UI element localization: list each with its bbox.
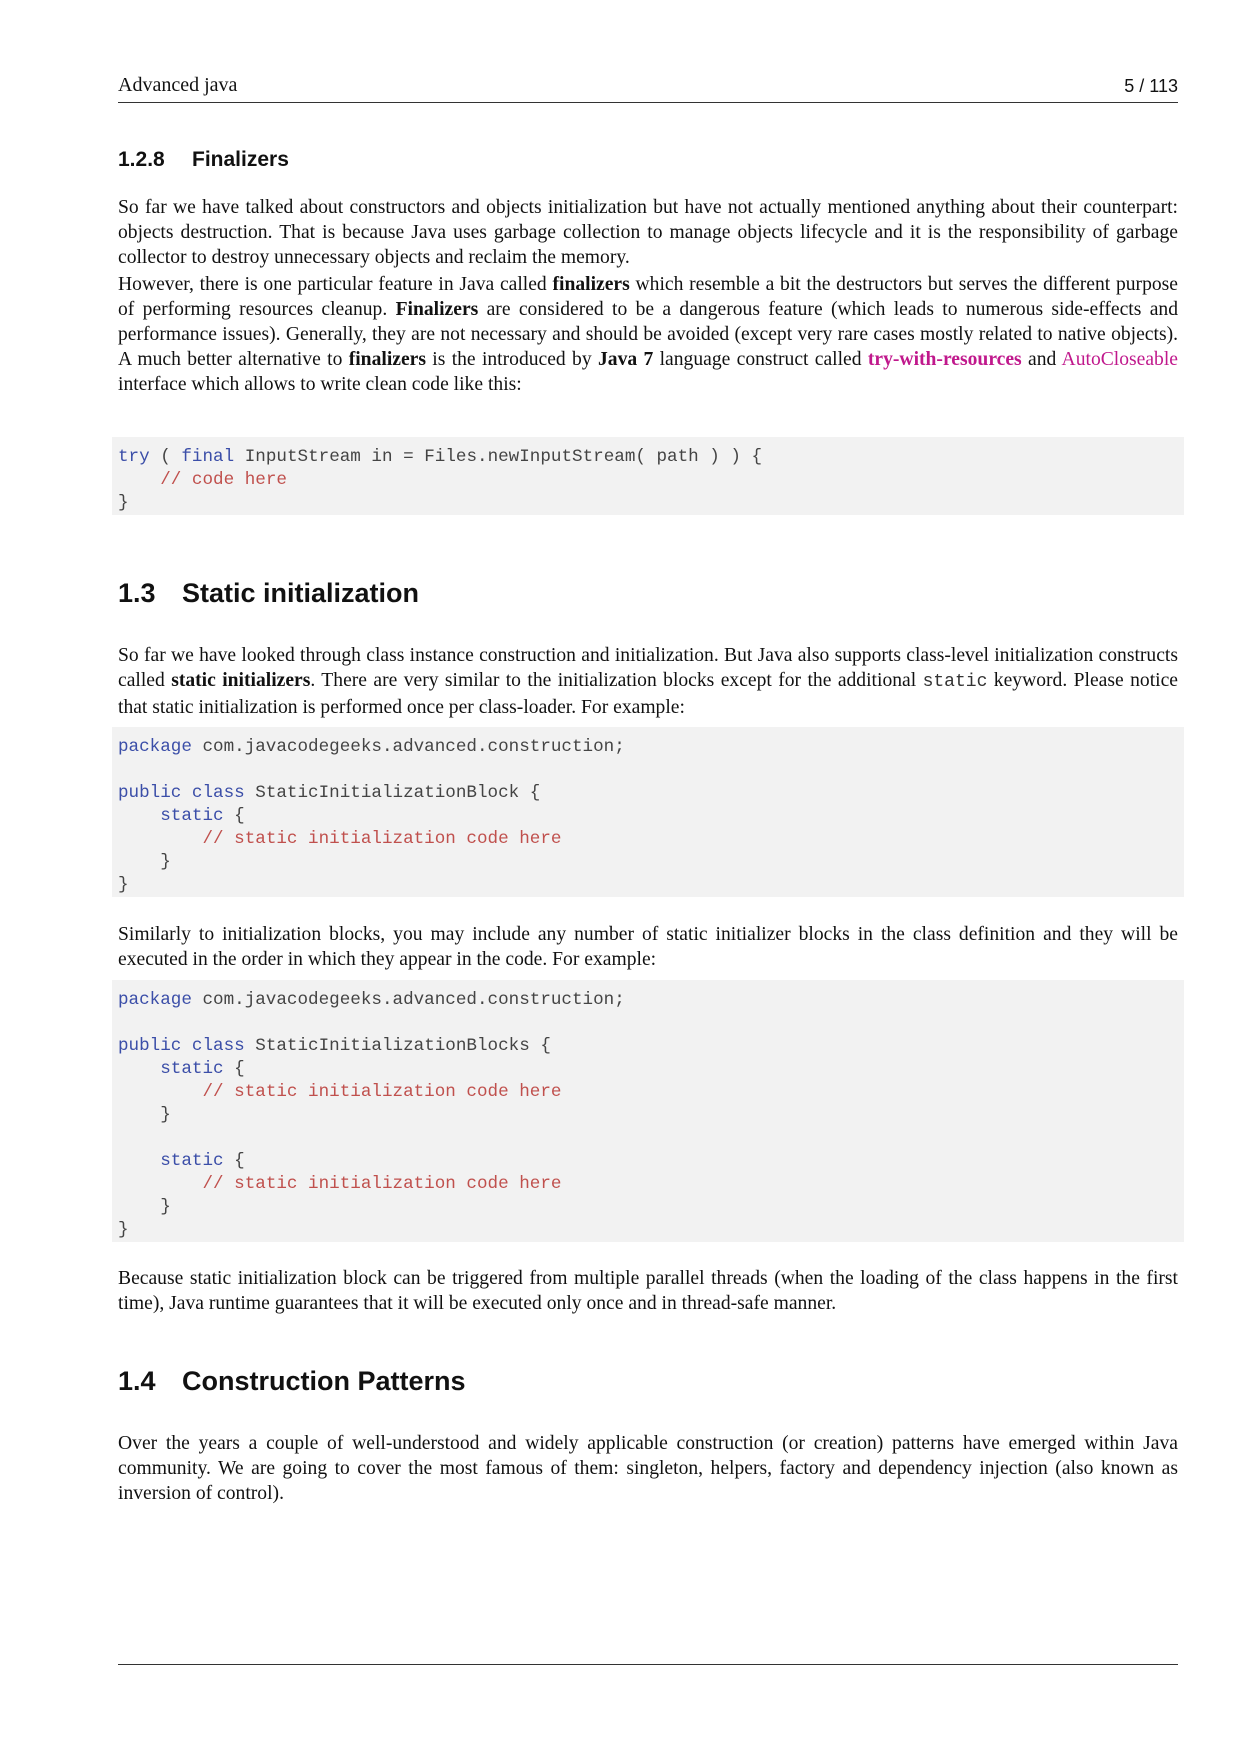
- section-heading-finalizers: [118, 148, 289, 172]
- section-number: 1.2.8: [118, 148, 165, 171]
- page-number: 5 / 113: [1124, 76, 1178, 96]
- finalizers-paragraph-1: So far we have talked about constructors and objects initialization but have not actually mentioned anything about their counterpart: objects destruction. That is because Java uses garbage collection to manage objects lifecycle and it is the responsibility of garbage collector to destroy unnecessary objects and reclaim the memory.: [118, 197, 1178, 268]
- try-with-resources-link[interactable]: try-with-resources: [867, 349, 1022, 370]
- document-title: Advanced java: [118, 74, 238, 96]
- section-number: 1.4: [118, 1366, 156, 1396]
- section-heading-static-initialization: [118, 578, 419, 609]
- section-number: 1.3: [118, 578, 156, 608]
- page-header: [118, 74, 1178, 103]
- footer-rule: [118, 1664, 1178, 1665]
- code-block-static-initialization-block: package com.javacodegeeks.advanced.construction; public class StaticInitializationBlock { static { // static initialization code here } }: [112, 727, 1184, 897]
- section-title: Finalizers: [192, 148, 289, 171]
- static-paragraph-1: So far we have looked through class instance construction and initialization. But Java also supports class-level initialization constructs called static initializers. There are very similar to the initialization blocks except for the additional static keyword. Please notice that static initialization is performed once per class-loader. For example:: [118, 645, 1178, 718]
- patterns-paragraph-1: Over the years a couple of well-understood and widely applicable construction (or creation) patterns have emerged within Java community. We are going to cover the most famous of them: singleton, helpers, factory and dependency injection (also known as inversion of control).: [118, 1433, 1178, 1504]
- autocloseable-link[interactable]: AutoCloseable: [1061, 349, 1178, 370]
- static-paragraph-3: Because static initialization block can be triggered from multiple parallel threads (when the loading of the class happens in the first time), Java runtime guarantees that it will be executed only once and in thread-safe manner.: [118, 1268, 1178, 1314]
- finalizers-paragraph-2: However, there is one particular feature in Java called finalizers which resemble a bit the destructors but serves the different purpose of performing resources cleanup. Finalizers are considered to be a dangerous feature (which leads to numerous side-effects and performance issues). Generally, they are not necessary and should be avoided (except very rare cases mostly related to native objects). A much better alternative to finalizers is the introduced by Java 7 language construct called try-with-resources and AutoCloseable interface which allows to write clean code like this:: [118, 274, 1178, 395]
- section-heading-construction-patterns: [118, 1366, 466, 1397]
- section-title: Construction Patterns: [182, 1366, 466, 1396]
- code-block-try-with-resources: try ( final InputStream in = Files.newInputStream( path ) ) { // code here }: [112, 437, 1184, 515]
- code-block-static-initialization-blocks: package com.javacodegeeks.advanced.construction; public class StaticInitializationBlocks { static { // static initialization code here } static { // static initialization code here } }: [112, 980, 1184, 1242]
- section-title: Static initialization: [182, 578, 420, 608]
- static-paragraph-2: Similarly to initialization blocks, you may include any number of static initializer blocks in the class definition and they will be executed in the order in which they appear in the code. For example:: [118, 924, 1178, 970]
